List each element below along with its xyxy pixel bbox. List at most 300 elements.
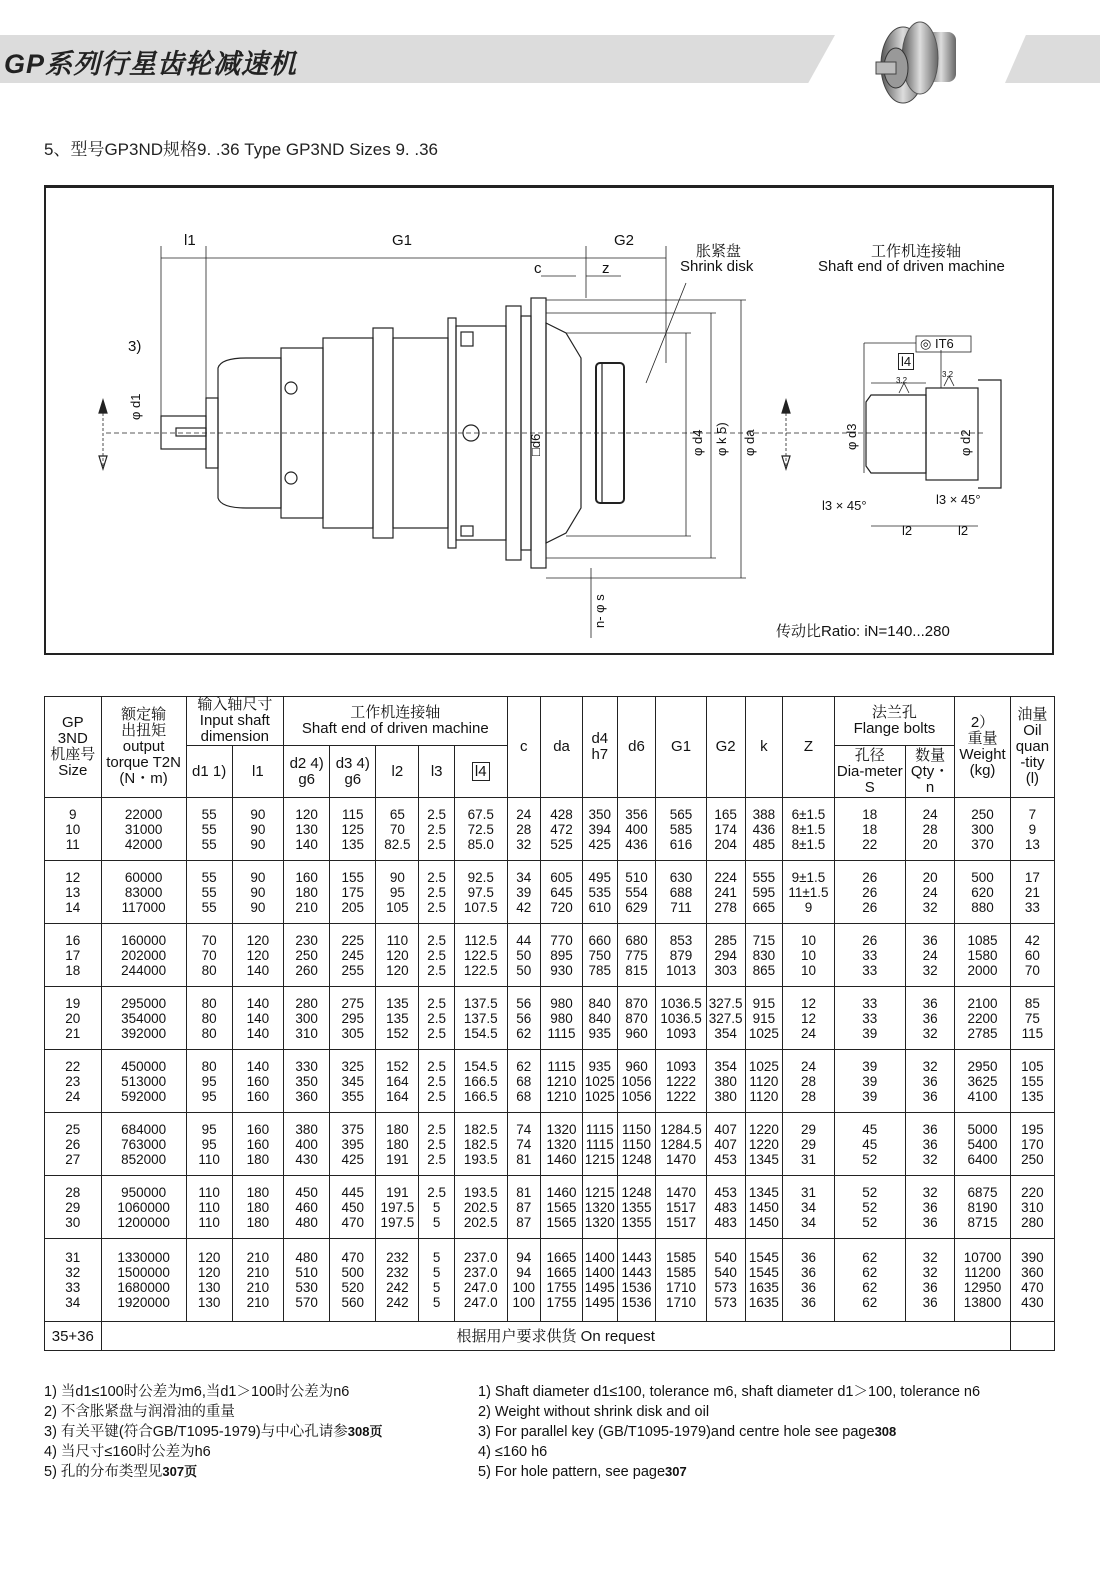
table-cell	[1010, 861, 1054, 924]
cell-value: 237.0	[463, 1250, 498, 1265]
cell-value: 24	[922, 806, 938, 822]
cell-value: 1517	[666, 1214, 697, 1230]
cell-value: 52	[862, 1151, 878, 1167]
cell-value: 117000	[121, 899, 166, 915]
cell-value: 540	[714, 1250, 737, 1265]
cell-value: 50	[516, 947, 532, 963]
cell-value: 241	[714, 884, 737, 900]
cell-value: 204	[714, 836, 737, 852]
table-cell	[783, 1176, 834, 1239]
cell-value: 1710	[666, 1295, 697, 1310]
table-cell	[507, 1050, 541, 1113]
cell-value: 2000	[967, 962, 998, 978]
cell-value: 70	[201, 947, 217, 963]
header-line: 重量	[967, 730, 998, 747]
cell-value: 2.5	[427, 884, 447, 900]
header-line: 工作机连接轴	[350, 704, 441, 721]
cell-value: 39	[862, 1025, 878, 1041]
dim-l2-right: l2	[958, 523, 969, 538]
cell-value: 36	[922, 1295, 938, 1310]
cell-value: 1025	[748, 1058, 779, 1074]
cell-value: 1536	[621, 1295, 652, 1310]
table-cell	[455, 861, 508, 924]
cell-value: 840	[588, 1010, 612, 1026]
table-cell	[745, 1113, 783, 1176]
cell-value: 36	[800, 1280, 816, 1295]
table-row-group	[45, 987, 1055, 1050]
header-weight	[955, 697, 1011, 798]
header-l3: l3	[419, 746, 455, 798]
cell-value: 483	[714, 1214, 737, 1230]
table-cell	[186, 1113, 232, 1176]
cell-value: 360	[295, 1088, 318, 1104]
dim-da: φ da	[742, 429, 757, 456]
table-cell	[232, 861, 283, 924]
cell-value: 28	[800, 1088, 816, 1104]
cell-value: 22	[862, 836, 878, 852]
cell-value: 1355	[621, 1214, 652, 1230]
cell-value: 22000	[124, 806, 163, 822]
cell-value: 250	[971, 806, 994, 822]
cell-value: 300	[971, 821, 994, 837]
cell-value: 1025	[748, 1025, 779, 1041]
cell-value: 130	[197, 1295, 221, 1310]
cell-value: 688	[669, 884, 693, 900]
cell-value: 1320	[584, 1199, 615, 1215]
header-line: d2 4)	[289, 754, 324, 772]
table-cell	[1010, 1050, 1054, 1113]
dim-l1: l1	[184, 232, 196, 249]
footnote	[44, 1422, 382, 1442]
cell-value: 1013	[666, 962, 697, 978]
cell-value: 950000	[121, 1184, 167, 1200]
cell-value: 1565	[546, 1199, 577, 1215]
table-cell	[955, 1176, 1011, 1239]
footnotes-cn	[44, 1382, 382, 1482]
cell-value: 155	[1021, 1073, 1044, 1089]
footnote-text: 5) 孔的分布类型见	[44, 1464, 163, 1480]
cell-value: 1025	[584, 1073, 615, 1089]
cell-value: 425	[341, 1151, 365, 1167]
cell-value: 112.5	[464, 932, 498, 948]
cell-value: 115	[1021, 1025, 1044, 1041]
cell-value: 853	[669, 932, 693, 948]
footnote-page-ref: 308页	[347, 1424, 383, 1439]
table-cell	[706, 1050, 745, 1113]
cell-value: 1443	[621, 1250, 652, 1265]
header-G2: G2	[706, 697, 745, 798]
cell-value: 83000	[124, 884, 163, 900]
cell-value: 8190	[967, 1199, 998, 1215]
cell-value: 11200	[964, 1265, 1001, 1280]
cell-value: 2.5	[427, 1073, 447, 1089]
cell-value: 242	[386, 1295, 409, 1310]
table-cell	[186, 798, 232, 861]
cell-value: 140	[246, 1010, 270, 1026]
cell-value: 62	[862, 1280, 878, 1295]
cell-value: 32	[516, 836, 532, 852]
footnote	[478, 1442, 980, 1462]
cell-value: 120	[197, 1250, 221, 1265]
table-row-group	[45, 1050, 1055, 1113]
table-cell	[905, 861, 954, 924]
cell-value: 1345	[748, 1151, 779, 1167]
cell-value: 595	[752, 884, 776, 900]
cell-value: 247.0	[463, 1280, 498, 1295]
cell-value: 94	[516, 1250, 532, 1265]
cell-value: 12	[65, 869, 81, 885]
cell-value: 175	[341, 884, 365, 900]
cell-value: 453	[714, 1151, 737, 1167]
cell-value: 380	[714, 1073, 737, 1089]
table-cell	[541, 861, 583, 924]
cell-value: 763000	[121, 1136, 167, 1152]
table-cell	[905, 1239, 954, 1322]
footnote-page-ref: 307页	[162, 1464, 198, 1479]
header-input-shaft	[186, 697, 284, 746]
cell-value: 280	[1021, 1214, 1044, 1230]
table-body	[45, 798, 1055, 1351]
table-cell	[617, 1176, 656, 1239]
cell-value: 1565	[546, 1214, 577, 1230]
cell-value: 81	[516, 1151, 532, 1167]
cell-value: 197.5	[380, 1199, 415, 1215]
table-cell	[101, 987, 186, 1050]
table-cell	[1010, 987, 1054, 1050]
footnote-text: 4) 当尺寸≤160时公差为h6	[44, 1444, 211, 1460]
cell-value: 436	[752, 821, 776, 837]
header-driven-shaft	[284, 697, 507, 746]
dim-d3: φ d3	[844, 423, 859, 450]
cell-value: 2.5	[427, 821, 447, 837]
cell-value: 1056	[621, 1088, 652, 1104]
table-cell	[1010, 1239, 1054, 1322]
cell-value: 1056	[621, 1073, 652, 1089]
dim-z: z	[602, 260, 610, 277]
cell-value: 120	[295, 806, 318, 822]
table-cell	[101, 861, 186, 924]
cell-value: 12	[800, 995, 816, 1011]
cell-value: 95	[201, 1121, 217, 1137]
cell-value: 70	[201, 932, 217, 948]
cell-value: 605	[550, 869, 573, 885]
cell-value: 237.0	[463, 1265, 498, 1280]
cell-value: 56	[516, 995, 532, 1011]
cell-value: 280	[295, 995, 318, 1011]
cell-value: 12950	[963, 1280, 1002, 1295]
table-cell	[284, 1176, 330, 1239]
header-line: S	[864, 778, 875, 796]
cell-value: 232	[386, 1250, 409, 1265]
table-cell	[656, 861, 706, 924]
cell-value: 24	[922, 884, 938, 900]
cell-value: 8±1.5	[791, 836, 826, 852]
cell-value: 36	[922, 1073, 938, 1089]
header-line: dimension	[200, 728, 270, 745]
cell-value: 80	[201, 1025, 217, 1041]
cell-value: 1755	[546, 1280, 577, 1295]
table-cell	[45, 798, 102, 861]
table-cell	[507, 987, 541, 1050]
cell-value: 375	[341, 1121, 365, 1137]
cell-value: 70	[389, 821, 405, 837]
cell-value: 105	[1021, 1058, 1044, 1074]
cell-value: 36	[922, 1214, 938, 1230]
table-cell	[706, 1239, 745, 1322]
table-cell	[541, 1113, 583, 1176]
header-l1: l1	[232, 746, 283, 798]
cell-value: 660	[588, 932, 612, 948]
cell-value: 2785	[967, 1025, 998, 1041]
cell-value: 50	[516, 962, 532, 978]
table-cell	[284, 1239, 330, 1322]
cell-value: 2.5	[427, 1151, 447, 1167]
table-cell	[783, 861, 834, 924]
table-cell	[583, 924, 618, 987]
table-cell	[583, 1176, 618, 1239]
cell-value: 32	[922, 899, 938, 915]
cell-value: 395	[341, 1136, 365, 1152]
cell-value: 17	[65, 947, 81, 963]
table-cell	[1010, 1176, 1054, 1239]
table-cell	[955, 924, 1011, 987]
cell-value: 32	[922, 1025, 938, 1041]
cell-value: 1330000	[117, 1250, 170, 1265]
cell-value: 72.5	[467, 821, 494, 837]
cell-value: 370	[971, 836, 994, 852]
cell-value: 32	[922, 1250, 938, 1265]
table-cell	[284, 924, 330, 987]
driven-shaft-label-cn: 工作机连接轴	[871, 243, 962, 260]
page-title: GP系列行星齿轮减速机	[4, 49, 298, 79]
cell-value: 45	[862, 1136, 878, 1152]
footnote	[478, 1382, 980, 1402]
cell-value: 1115	[547, 1025, 576, 1041]
cell-value: 1115	[585, 1121, 614, 1137]
table-cell	[541, 924, 583, 987]
header-line: d4	[591, 730, 609, 747]
cell-value: 485	[752, 836, 776, 852]
cell-value: 87	[516, 1214, 532, 1230]
tolerance-it6: ◎ IT6	[920, 336, 954, 351]
cell-value: 680	[625, 932, 648, 948]
cell-value: 33	[862, 1010, 878, 1026]
table-cell	[455, 798, 508, 861]
footnote	[478, 1402, 980, 1422]
cell-value: 191	[386, 1184, 409, 1200]
cell-value: 10	[65, 821, 81, 837]
cell-value: 170	[1021, 1136, 1044, 1152]
table-cell	[455, 1239, 508, 1322]
table-cell	[905, 1176, 954, 1239]
cell-value: 115	[342, 806, 364, 822]
table-cell	[656, 1239, 706, 1322]
cell-value: 360	[1021, 1265, 1044, 1280]
cell-value: 202.5	[463, 1199, 498, 1215]
cell-value: 120	[386, 947, 409, 963]
header-oil	[1010, 697, 1054, 798]
header-line: 输入轴尺寸	[197, 696, 273, 713]
table-cell	[232, 1176, 283, 1239]
cell-value: 36	[922, 1136, 938, 1152]
dim-k: φ k 5)	[714, 422, 729, 456]
header-line: (l)	[1025, 770, 1040, 787]
cell-value: 24	[800, 1025, 816, 1041]
cell-value: 10700	[963, 1250, 1002, 1265]
cell-value: 32	[922, 1058, 938, 1074]
table-cell	[330, 861, 376, 924]
cell-value: 80	[201, 995, 217, 1011]
cell-value: 5	[432, 1265, 441, 1280]
header-line: g6	[298, 770, 315, 788]
cell-value: 483	[714, 1199, 737, 1215]
cell-value: 345	[341, 1073, 365, 1089]
cell-value: 1470	[666, 1151, 697, 1167]
cell-value: 52	[862, 1199, 878, 1215]
cell-value: 1036.5	[660, 1010, 702, 1026]
gearbox-product-image	[858, 10, 988, 105]
table-cell	[45, 1176, 102, 1239]
table-cell	[101, 1050, 186, 1113]
cell-value: 154.5	[463, 1025, 498, 1041]
cell-value: 775	[625, 947, 648, 963]
table-cell	[419, 924, 455, 987]
cell-value: 10	[800, 962, 816, 978]
table-cell	[232, 798, 283, 861]
dim-d4: φ d4	[690, 429, 705, 456]
table-row-group	[45, 1176, 1055, 1239]
table-cell	[834, 1176, 905, 1239]
cell-value: 174	[714, 821, 737, 837]
table-cell	[656, 1176, 706, 1239]
cell-value: 592000	[121, 1088, 167, 1104]
cell-value: 135	[1021, 1088, 1044, 1104]
cell-value: 11±1.5	[788, 884, 829, 900]
cell-value: 18	[862, 821, 878, 837]
cell-value: 90	[250, 884, 266, 900]
cell-value: 3625	[967, 1073, 998, 1089]
dim-l3-left: l3 × 45°	[822, 498, 867, 513]
cell-value: 430	[1021, 1295, 1044, 1310]
cell-value: 400	[625, 821, 648, 837]
cell-value: 585	[669, 821, 693, 837]
table-cell	[617, 1113, 656, 1176]
cell-value: 295	[341, 1010, 365, 1026]
footnote	[478, 1422, 980, 1442]
cell-value: 32	[922, 962, 938, 978]
cell-value: 62	[862, 1265, 878, 1280]
table-cell	[745, 861, 783, 924]
cell-value: 960	[625, 1025, 648, 1041]
table-cell	[706, 798, 745, 861]
header-line: output	[122, 738, 165, 755]
cell-value: 425	[588, 836, 612, 852]
cell-value: 31	[65, 1250, 81, 1265]
cell-value: 90	[250, 821, 266, 837]
header-line: 机座号	[50, 746, 96, 763]
table-cell	[376, 1239, 419, 1322]
cell-value: 610	[588, 899, 612, 915]
cell-value: 230	[295, 932, 318, 948]
cell-value: 85	[1024, 995, 1040, 1011]
cell-value: 1222	[666, 1088, 697, 1104]
cell-value: 9	[69, 806, 77, 822]
cell-value: 60	[1024, 947, 1040, 963]
table-cell	[905, 987, 954, 1050]
cell-value: 36	[800, 1295, 816, 1310]
cell-value: 645	[550, 884, 573, 900]
cell-value: 436	[625, 836, 648, 852]
cell-value: 92.5	[467, 869, 494, 885]
header-line: quan	[1015, 738, 1050, 755]
cell-value: 2950	[967, 1058, 998, 1074]
cell-value: 14	[65, 899, 81, 915]
table-cell	[583, 1113, 618, 1176]
cell-value: 530	[295, 1280, 318, 1295]
cell-value: 33	[1024, 899, 1040, 915]
table-cell	[706, 1113, 745, 1176]
cell-value: 160	[246, 1136, 270, 1152]
cell-value: 879	[669, 947, 693, 963]
cell-value: 1320	[584, 1214, 615, 1230]
cell-value: 356	[625, 806, 648, 822]
cell-value: 24	[922, 947, 938, 963]
table-cell	[455, 987, 508, 1050]
table-cell	[783, 1239, 834, 1322]
section-subtitle: 5、型号GP3ND规格9. .36 Type GP3ND Sizes 9. .36	[44, 140, 438, 159]
cell-value: 180	[246, 1199, 270, 1215]
cell-value: 10	[800, 932, 816, 948]
cell-value: 164	[386, 1088, 409, 1104]
cell-value: 1536	[621, 1280, 652, 1295]
cell-value: 880	[971, 899, 994, 915]
cell-value: 225	[341, 932, 365, 948]
cell-value: 325	[341, 1058, 365, 1074]
cell-value: 7	[1028, 806, 1037, 822]
cell-value: 95	[201, 1088, 217, 1104]
table-header	[45, 697, 1055, 798]
cell-value: 44	[516, 932, 532, 948]
header-line: d3 4)	[335, 754, 370, 772]
cell-value: 160000	[121, 932, 167, 948]
table-cell	[101, 924, 186, 987]
cell-value: 135	[386, 1010, 409, 1026]
cell-value: 95	[201, 1073, 217, 1089]
cell-value: 5	[432, 1295, 441, 1310]
cell-value: 110	[198, 1214, 220, 1230]
note-3-marker: 3)	[128, 338, 142, 355]
cell-value: 895	[550, 947, 573, 963]
cell-value: 300	[295, 1010, 318, 1026]
cell-value: 195	[1021, 1121, 1044, 1137]
cell-value: 90	[389, 869, 405, 885]
table-cell	[617, 861, 656, 924]
cell-value: 470	[1021, 1280, 1044, 1295]
table-cell	[419, 861, 455, 924]
table-cell	[617, 1239, 656, 1322]
cell-value: 75	[1024, 1010, 1040, 1026]
cell-value: 55	[201, 899, 217, 915]
header-line: 额定输	[121, 706, 167, 723]
table-cell	[706, 1176, 745, 1239]
table-cell	[284, 861, 330, 924]
cell-value: 34	[65, 1295, 81, 1310]
cell-value: 935	[588, 1025, 612, 1041]
cell-value: 68	[516, 1088, 532, 1104]
cell-value: 1495	[584, 1280, 615, 1295]
cell-value: 1460	[546, 1184, 577, 1200]
footnote-page-ref: 308	[874, 1424, 897, 1439]
